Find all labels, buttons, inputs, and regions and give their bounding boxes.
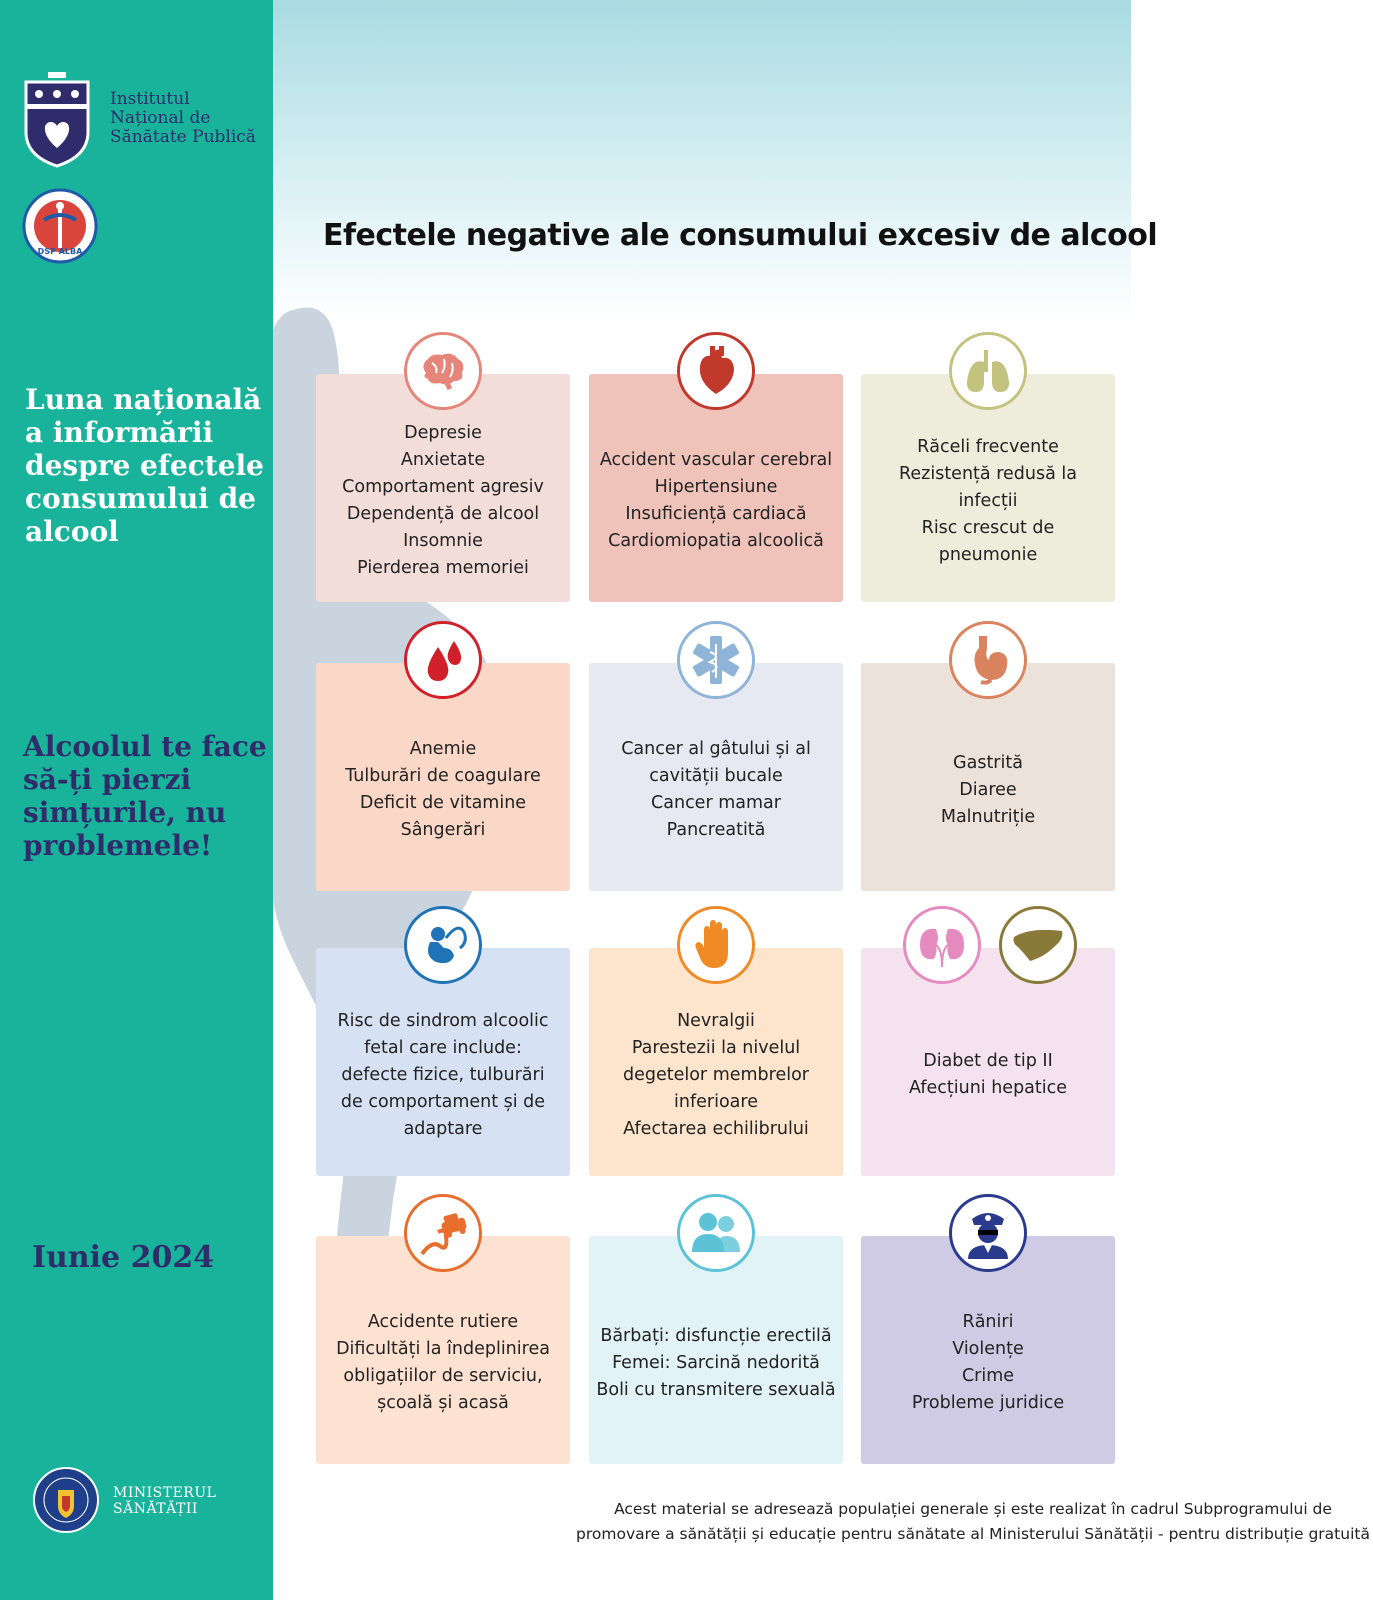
effect-line: Malnutriție xyxy=(940,806,1036,827)
slogan: Alcoolul te face să-ți pierzi simțurile, nu problemele! xyxy=(23,730,267,862)
effect-line: Tulburări de coagulare xyxy=(345,766,541,786)
liver-icon xyxy=(999,906,1077,984)
blood-drops-icon xyxy=(404,621,482,699)
effect-line: Afectarea echilibrului xyxy=(623,1118,809,1139)
dsp-alba-logo-icon xyxy=(20,188,104,264)
effect-line: Afecțiuni hepatice xyxy=(908,1078,1068,1098)
sidebar xyxy=(0,0,273,1600)
effect-card-text xyxy=(909,1048,1067,1102)
kidneys-icon xyxy=(903,906,981,984)
effect-line: Anxietate xyxy=(400,450,486,470)
effect-line: Insomnie xyxy=(403,531,483,551)
effect-card xyxy=(861,948,1115,1176)
effect-line: Cancer al gâtului și al xyxy=(621,739,811,759)
effect-line: Cancer mamar xyxy=(651,793,781,813)
effect-line: Nevralgii xyxy=(677,1010,755,1031)
effect-line: defecte fizice, tulburări xyxy=(341,1064,545,1085)
effect-line: Femei: Sarcină nedorită xyxy=(612,1352,820,1373)
effect-card-text xyxy=(342,420,544,582)
effect-line: pneumonie xyxy=(938,544,1038,565)
people-icon xyxy=(677,1194,755,1272)
effect-line: Rezistență redusă la xyxy=(899,463,1077,484)
effect-line: Parestezii la nivelul xyxy=(631,1037,801,1058)
effect-card-text xyxy=(899,434,1077,569)
effect-card-text xyxy=(336,1309,550,1417)
effect-line: Comportament agresiv xyxy=(342,477,544,497)
effect-line: Răceli frecvente xyxy=(917,436,1059,457)
effect-line: Accidente rutiere xyxy=(367,1312,519,1332)
effect-line: Insuficiență cardiacă xyxy=(625,504,807,524)
medical-star-icon xyxy=(677,621,755,699)
effect-line: Risc crescut de xyxy=(921,517,1055,538)
effect-line: Pierderea memoriei xyxy=(357,558,529,578)
effect-line: obligațiilor de serviciu, xyxy=(343,1366,543,1386)
effect-line: Pancreatită xyxy=(666,820,766,840)
effect-line: Boli cu transmitere sexuală xyxy=(596,1379,836,1400)
effect-line: Accident vascular cerebral xyxy=(599,450,833,470)
effect-line: Hipertensiune xyxy=(654,477,778,497)
dsp-logo-label: DSP ALBA xyxy=(37,247,83,256)
effect-line: Probleme juridice xyxy=(911,1393,1065,1413)
effect-line: Sângerări xyxy=(400,820,486,840)
heart-icon xyxy=(677,332,755,410)
institute-logo-icon xyxy=(22,70,92,168)
effect-line: Gastrită xyxy=(953,752,1023,773)
brain-icon xyxy=(404,332,482,410)
effect-line: cavității bucale xyxy=(649,766,783,786)
main-content xyxy=(273,0,1370,1600)
effect-line: infecții xyxy=(958,490,1018,511)
effect-card-text xyxy=(596,1323,835,1404)
effect-line: Diaree xyxy=(959,779,1017,800)
effect-card-text xyxy=(621,736,811,844)
effect-line: Bărbați: disfuncție erectilă xyxy=(600,1325,832,1346)
effect-line: Depresie xyxy=(404,423,482,443)
effect-line: de comportament și de xyxy=(340,1091,546,1112)
effect-line: Violențe xyxy=(952,1339,1024,1359)
effect-line: adaptare xyxy=(403,1118,483,1139)
effect-card-text xyxy=(337,1008,548,1143)
fetus-icon xyxy=(404,906,482,984)
effect-card-text xyxy=(600,447,832,555)
effect-line: Risc de sindrom alcoolic xyxy=(337,1010,549,1031)
effect-card-text xyxy=(941,750,1035,831)
effect-line: Deficit de vitamine xyxy=(359,793,527,813)
effect-card-text xyxy=(623,1008,809,1143)
effect-line: Anemie xyxy=(409,739,477,759)
campaign-title: Luna națională a informării despre efectele consumului de alcool xyxy=(25,383,264,548)
effect-card-text xyxy=(345,736,541,844)
police-officer-icon xyxy=(949,1194,1027,1272)
government-seal-icon xyxy=(32,1466,100,1534)
effect-line: Crime xyxy=(961,1366,1015,1386)
campaign-date: Iunie 2024 xyxy=(32,1240,215,1275)
effect-line: școală și acasă xyxy=(377,1393,509,1413)
effect-line: Dificultăți la îndeplinirea xyxy=(336,1339,550,1359)
effect-line: Răniri xyxy=(962,1312,1014,1332)
hand-icon xyxy=(677,906,755,984)
ministry-name: MINISTERUL SĂNĂTĂȚII xyxy=(113,1485,217,1517)
effect-line: Cardiomiopatia alcoolică xyxy=(608,531,824,551)
page-title: Efectele negative ale consumului excesiv de alcool xyxy=(323,218,1158,253)
effect-line: degetelor membrelor xyxy=(622,1064,809,1085)
stomach-icon xyxy=(949,621,1027,699)
car-crash-icon xyxy=(404,1194,482,1272)
effect-line: Diabet de tip II xyxy=(923,1051,1053,1071)
lungs-icon xyxy=(949,332,1027,410)
footer-disclaimer: Acest material se adresează populației generale și este realizat în cadrul Subprogramului de promovare a sănătății și educație pentru sănătate al Ministerului Sănătății - pentru distribuție gratuită xyxy=(576,1500,1370,1543)
institute-name: Institutul Național de Sănătate Publică xyxy=(110,89,256,147)
effect-line: fetal care include: xyxy=(364,1037,522,1058)
effect-line: Dependență de alcool xyxy=(346,504,540,524)
effect-line: inferioare xyxy=(674,1091,758,1112)
effect-card-text xyxy=(912,1309,1064,1417)
